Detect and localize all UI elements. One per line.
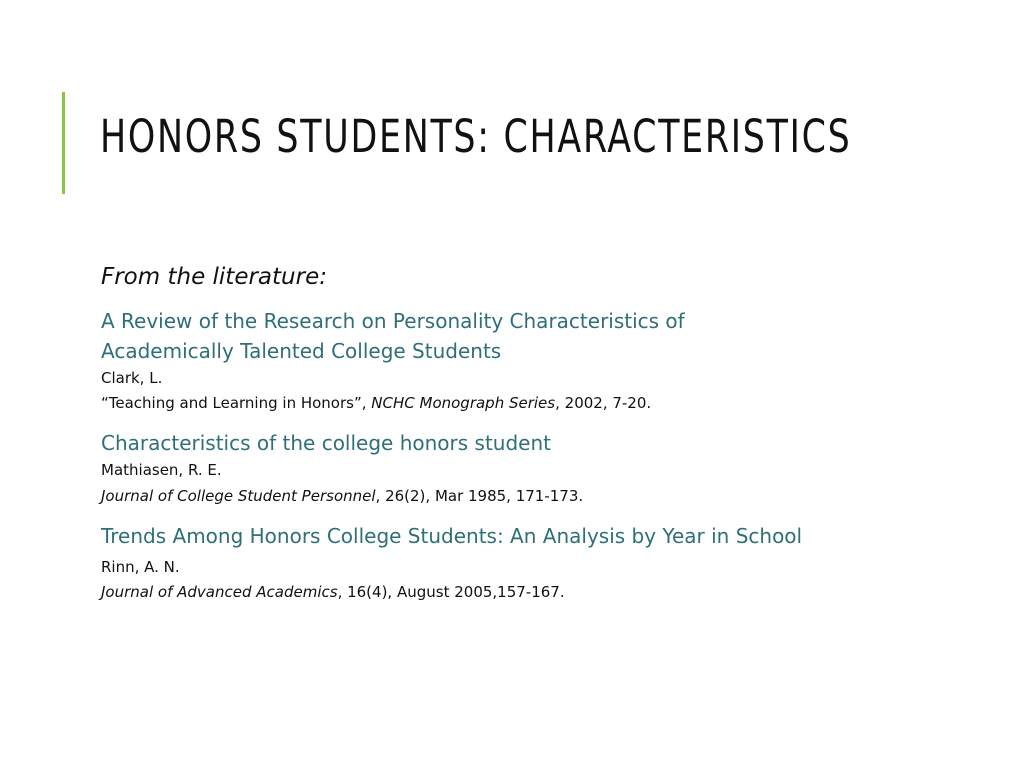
reference-source-details: , 16(4), August 2005,157-167. <box>337 583 565 602</box>
reference-item <box>101 306 981 416</box>
reference-source-details: , 26(2), Mar 1985, 171-173. <box>375 486 584 505</box>
reference-title-line1: A Review of the Research on Personality Characteristics of <box>101 308 685 333</box>
reference-source <box>101 580 981 604</box>
reference-author: Mathiasen, R. E. <box>101 461 222 480</box>
reference-title-line2: Academically Talented College Students <box>101 338 502 363</box>
reference-source-publication: Journal of Advanced Academics <box>101 583 338 602</box>
reference-item <box>101 521 981 605</box>
reference-title <box>101 306 981 366</box>
reference-source-prefix: “Teaching and Learning in Honors”, <box>101 394 372 413</box>
reference-source <box>101 484 981 508</box>
intro-text: From the literature: <box>101 264 327 290</box>
reference-author: Rinn, A. N. <box>101 557 180 576</box>
slide-content <box>101 264 981 617</box>
reference-author: Clark, L. <box>101 368 163 387</box>
reference-title: Trends Among Honors College Students: An Analysis by Year in School <box>101 523 803 548</box>
reference-item <box>101 428 981 508</box>
reference-source-publication: NCHC Monograph Series <box>371 394 556 413</box>
slide-title: HONORS STUDENTS: CHARACTERISTICS <box>100 110 852 163</box>
reference-source-publication: Journal of College Student Personnel <box>101 486 376 505</box>
title-accent-bar <box>62 92 65 194</box>
reference-source <box>101 391 981 415</box>
reference-title: Characteristics of the college honors student <box>101 431 551 456</box>
reference-source-details: , 2002, 7-20. <box>555 394 652 413</box>
